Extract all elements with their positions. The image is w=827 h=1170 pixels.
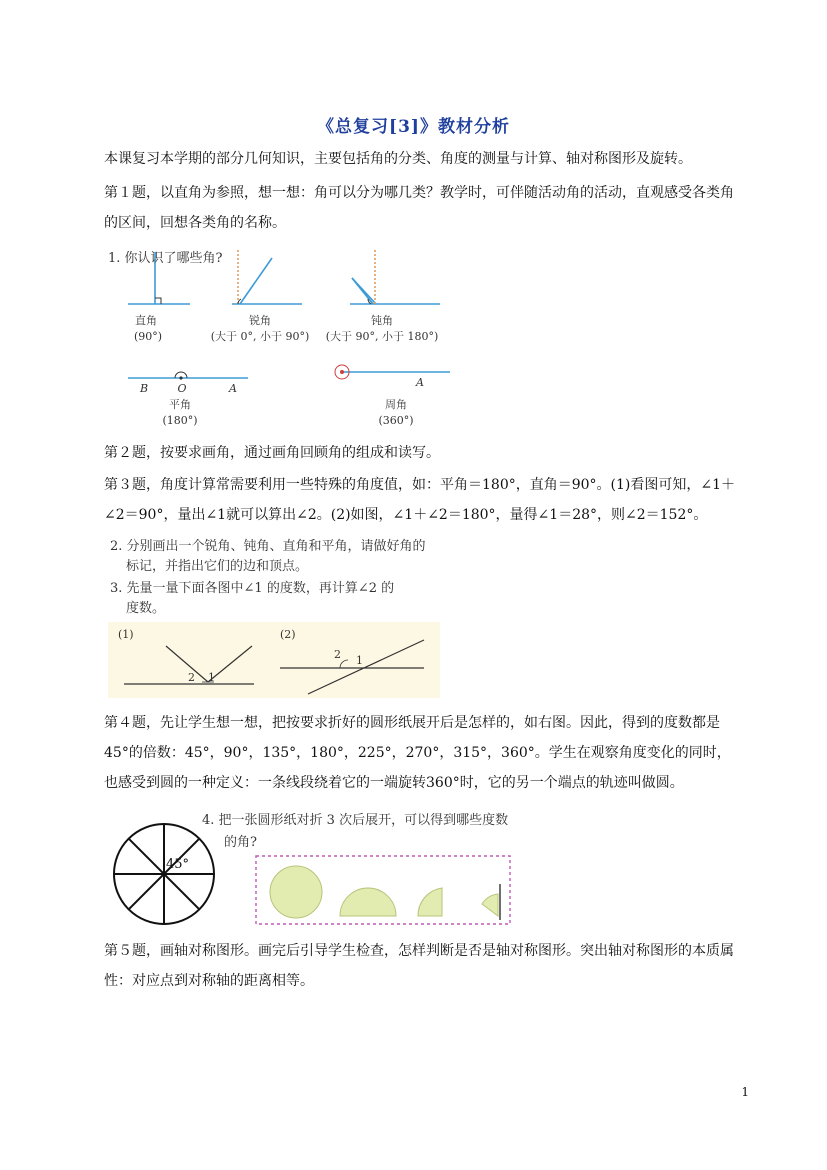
figure-panel — [108, 622, 440, 698]
question-4-line1: 4. 把一张圆形纸对折 3 次后展开，可以得到哪些度数 — [202, 813, 509, 828]
point-label-a-full: A — [416, 376, 424, 389]
figure-angle-measure — [104, 534, 444, 704]
subfigure-1-label: (1) — [118, 628, 134, 641]
angle-name-right: 直角 — [135, 314, 157, 327]
angle-range-straight: (180°) — [162, 414, 198, 427]
subfigure-2-label: (2) — [280, 628, 296, 641]
page-title: 《总复习[3]》教材分析 — [317, 117, 510, 137]
paragraph-q2: 第２题，按要求画角，通过画角回顾角的组成和读写。 — [104, 445, 440, 461]
question-2-line2: 标记，并指出它们的边和顶点。 — [126, 559, 309, 574]
angle-range-right: (90°) — [133, 330, 163, 343]
point-label-o: O — [177, 382, 187, 395]
angle-name-full: 周角 — [385, 398, 407, 411]
question-3-line2: 度数。 — [126, 601, 166, 616]
paragraph-q1: 第１题，以直角为参照，想一想：角可以分为哪几类？教学时，可伴随活动角的活动，直观感受各类角的区间，回想各类角的名称。 — [104, 185, 734, 231]
point-label-b: B — [139, 382, 149, 395]
question-2-line1: 2. 分别画出一个锐角、钝角、直角和平角，请做好角的 — [110, 539, 426, 554]
paragraph-q5: 第５题，画轴对称图形。画完后引导学生检查，怎样判断是否是轴对称图形。突出轴对称图形的本质属性：对应点到对称轴的距离相等。 — [104, 943, 734, 989]
angle-45-label: 45° — [166, 857, 190, 872]
paragraph-q3: 第３题，角度计算常需要利用一些特殊的角度值，如：平角＝180°，直角＝90°。(1)看图可知，∠1＋∠2＝90°，量出∠1就可以算出∠2。(2)如图，∠1＋∠2＝180°，量得∠1＝28°，则∠2＝152°。 — [104, 477, 736, 523]
paragraph-intro: 本课复习本学期的部分几何知识，主要包括角的分类、角度的测量与计算、轴对称图形及旋转。 — [104, 151, 692, 167]
angle-1-label-1: 1 — [208, 671, 215, 684]
figure-circle-fold — [106, 806, 556, 930]
question-3-line1: 3. 先量一量下面各图中∠1 的度数，再计算∠2 的 — [110, 581, 395, 596]
angle-name-acute: 锐角 — [249, 314, 271, 327]
angle-name-obtuse: 钝角 — [371, 314, 393, 327]
question-1: 1. 你认识了哪些角? — [108, 251, 223, 266]
angle-2-label-2: 2 — [334, 648, 341, 661]
paragraph-q4: 第４题，先让学生想一想，把按要求折好的圆形纸展开后是怎样的，如右图。因此，得到的度数都是45°的倍数：45°，90°，135°，180°，225°，270°，315°，360°。学生在观察角度变化的同时，也感受到圆的一种定义：一条线段绕着它的一端旋转360°时，它的另一个端点的轨迹叫做圆。 — [104, 715, 731, 791]
angle-range-full: (360°) — [378, 414, 414, 427]
point-label-a: A — [229, 382, 237, 395]
angle-range-acute: (大于 0°, 小于 90°) — [210, 330, 310, 343]
angle-name-straight: 平角 — [169, 398, 191, 411]
angle-range-obtuse: (大于 90°, 小于 180°) — [325, 330, 439, 343]
question-4-line2: 的角? — [224, 835, 257, 850]
figure-angle-types — [108, 244, 450, 430]
angle-1-label-2: 1 — [356, 654, 363, 667]
angle-2-label-1: 2 — [188, 671, 195, 684]
page-number: 1 — [741, 1085, 749, 1099]
